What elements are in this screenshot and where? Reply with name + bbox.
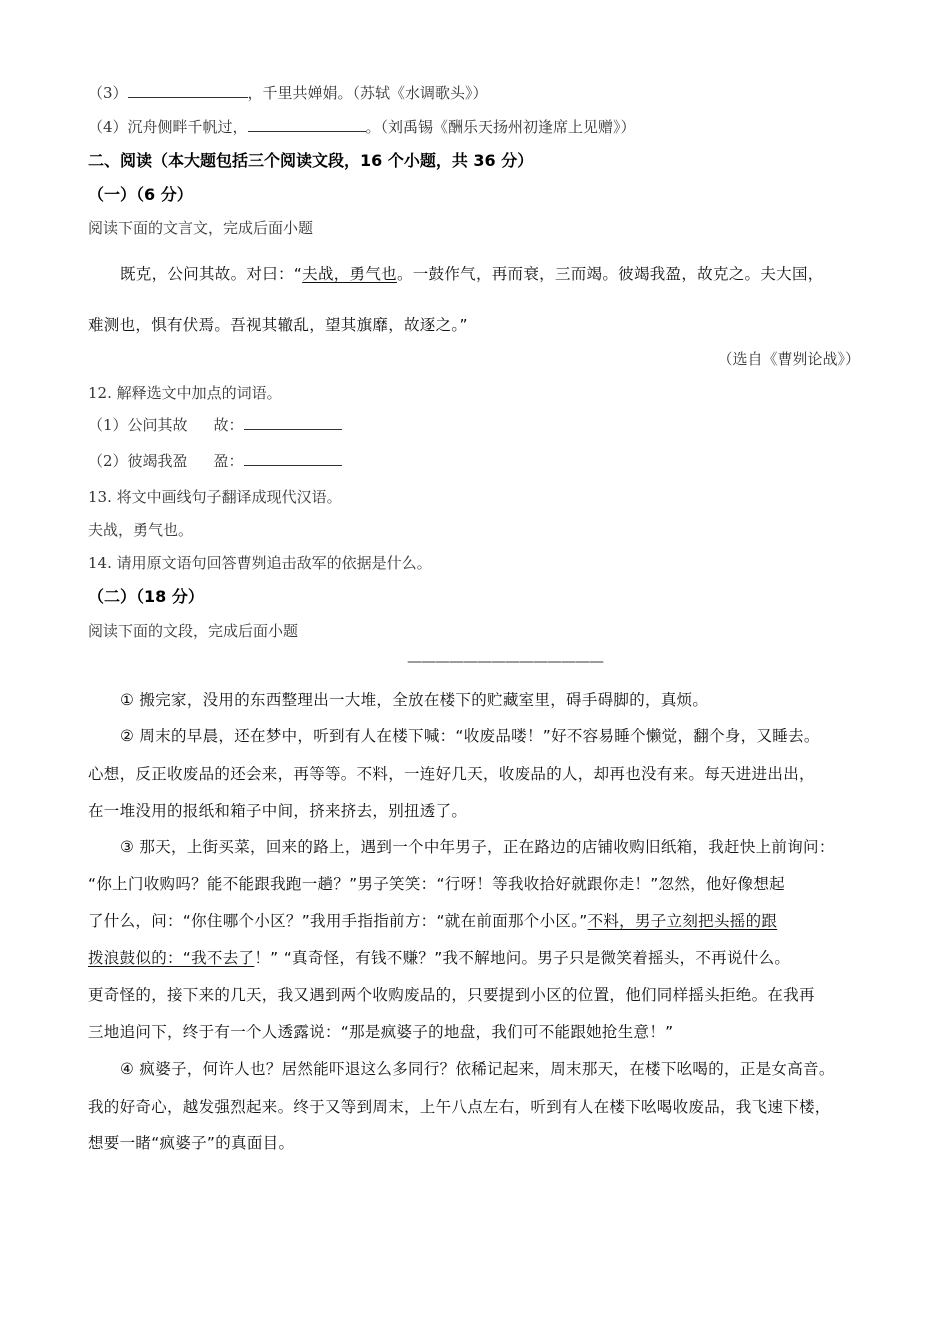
q3-text: ，千里共婵娟。（苏轼《水调歌头》） (247, 84, 488, 102)
classical-text-line-1 (120, 262, 824, 284)
underlined-sentence-part-1: 不料，男子立刻把头摇的跟 (587, 912, 778, 930)
paragraph-3-line-5: 更奇怪的，接下来的几天，我又遇到两个收购废品的，只要提到小区的位置，他们同样摇头拒绝。在我再 (88, 986, 815, 1004)
q3-answer-blank[interactable] (128, 83, 248, 98)
paragraph-3-line-4-text: ！” “真奇怪，有钱不赚？”我不解地问。男子只是微笑着摇头，不再说什么。 (254, 949, 791, 967)
paragraph-3-line-3-text: 了什么，问：“你住哪个小区？”我用手指指前方：“就在前面那个小区。” (88, 912, 588, 930)
q4-answer-blank[interactable] (248, 117, 366, 132)
section2-title: 二、阅读（本大题包括三个阅读文段，16 个小题，共 36 分） (88, 151, 534, 170)
question-12-1 (88, 414, 342, 435)
underlined-sentence-part-2: 拨浪鼓似的：“我不去了 (88, 949, 255, 967)
classical-underlined-sentence: 夫战，勇气也 (302, 265, 397, 283)
q12-1-answer-blank[interactable] (244, 415, 342, 430)
part1-heading: （一）（6 分） (88, 185, 193, 204)
paragraph-4-line-3: 想要一睹“疯婆子”的真面目。 (88, 1134, 295, 1152)
paragraph-3-line-4 (88, 946, 790, 968)
paragraph-3-line-6: 三地追问下，终于有一个人透露说：“那是疯婆子的地盘，我们可不能跟她抢生意！” (88, 1023, 674, 1041)
part2-title-blank: —————————————— (407, 652, 603, 670)
paragraph-3-line-3 (88, 909, 777, 931)
question-12-2 (88, 450, 342, 471)
classical-source: （选自《曹刿论战》） (717, 350, 860, 368)
paragraph-2-line-1: ② 周末的早晨，还在梦中，听到有人在楼下喊：“收废品喽！”好不容易睡个懒觉，翻个身，又睡去。 (120, 727, 820, 745)
q12-2-word: 盈： (213, 452, 244, 470)
paragraph-2-line-3: 在一堆没用的报纸和箱子中间，挤来挤去，别扭透了。 (88, 802, 468, 820)
question-13-sentence: 夫战，勇气也。 (88, 521, 194, 539)
part2-instruction: 阅读下面的文段，完成后面小题 (88, 622, 299, 640)
paragraph-4-line-1: ④ 疯婆子，何许人也？居然能吓退这么多同行？依稀记起来，周末那天，在楼下吆喝的，正是女高音。 (120, 1060, 835, 1078)
q12-1-word: 故： (213, 416, 244, 434)
q12-2-label: （2）彼竭我盈 (88, 452, 188, 470)
question-14: 14. 请用原文语句回答曹刿追击敌军的依据是什么。 (88, 554, 432, 572)
q3-prefix: （3） (88, 84, 128, 102)
poetry-q3 (88, 82, 488, 103)
poetry-q4 (88, 116, 636, 137)
q12-2-answer-blank[interactable] (244, 451, 342, 466)
paragraph-3-line-2: “你上门收购吗？能不能跟我跑一趟？”男子笑笑：“行呀！等我收拾好就跟你走！”忽然，他好像想起 (88, 875, 785, 893)
q4-prefix: （4）沉舟侧畔千帆过， (88, 118, 248, 136)
part1-instruction: 阅读下面的文言文，完成后面小题 (88, 219, 314, 237)
part2-heading: （二）（18 分） (88, 587, 204, 606)
classical-text-line-2: 难测也，惧有伏焉。吾视其辙乱，望其旗靡，故逐之。” (88, 316, 468, 334)
q12-1-label: （1）公问其故 (88, 416, 188, 434)
classical-text-a: 既克，公问其故。对曰：“ (120, 265, 303, 283)
paragraph-2-line-2: 心想，反正收废品的还会来，再等等。不料，一连好几天，收废品的人，却再也没有来。每天进进出出， (88, 765, 815, 783)
paragraph-1: ① 搬完家，没用的东西整理出一大堆，全放在楼下的贮藏室里，碍手碍脚的，真烦。 (120, 691, 709, 709)
question-13: 13. 将文中画线句子翻译成现代汉语。 (88, 488, 342, 506)
paragraph-4-line-2: 我的好奇心，越发强烈起来。终于又等到周末，上午八点左右，听到有人在楼下吆喝收废品，我飞速下楼， (88, 1098, 831, 1116)
paragraph-3-line-1: ③ 那天，上街买菜，回来的路上，遇到一个中年男子，正在路边的店铺收购旧纸箱，我赶快上前询问： (120, 838, 835, 856)
classical-text-a-rest: 。一鼓作气，再而衰，三而竭。彼竭我盈，故克之。夫大国， (396, 265, 824, 283)
question-12: 12. 解释选文中加点的词语。 (88, 384, 282, 402)
q4-text: 。（刘禹锡《酬乐天扬州初逢席上见赠》） (365, 118, 636, 136)
